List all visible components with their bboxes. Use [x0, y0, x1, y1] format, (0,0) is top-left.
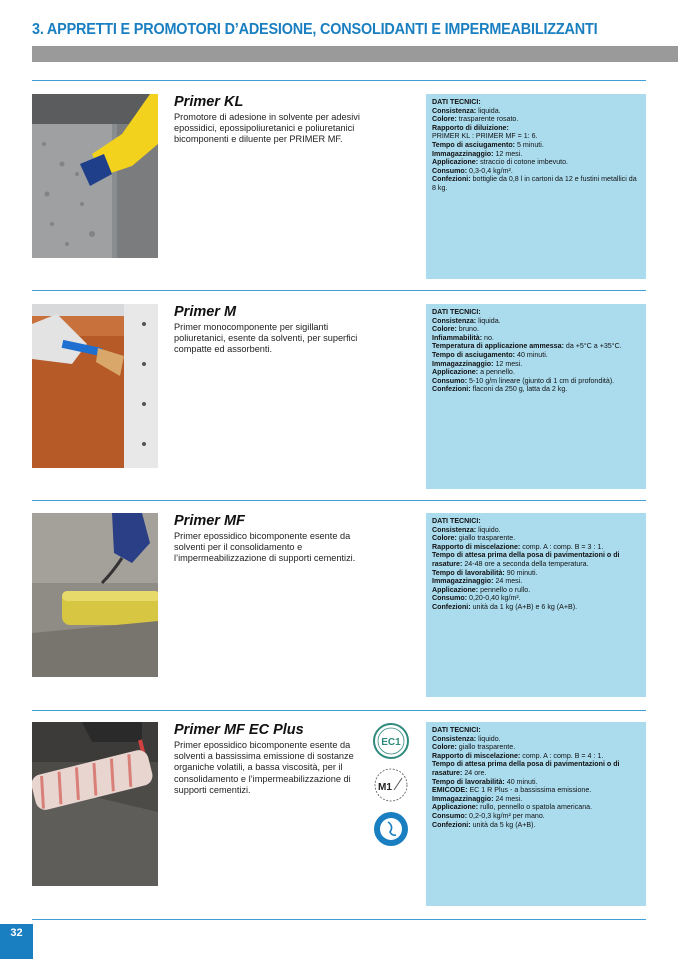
- tech-data-line: [432, 351, 641, 360]
- tech-data-value: a pennello.: [478, 368, 515, 377]
- tech-data-value: pennello o rullo.: [478, 585, 531, 594]
- tech-data-value: da +5°C a +35°C.: [563, 342, 622, 351]
- tech-data-line: [432, 534, 641, 543]
- tech-data-value: trasparente rosato.: [456, 115, 519, 124]
- tech-data-line: [432, 786, 641, 795]
- tech-data-label: Applicazione:: [432, 585, 479, 594]
- tech-data-value: 24-48 ore a seconda della temperatura.: [462, 559, 589, 568]
- product-description: Promotore di adesione in solvente per adesivi epossidici, epossipoliuretanici e poliuretanici bicomponenti e diluente per PRIMER MF.: [174, 112, 360, 145]
- tech-data-line: [432, 760, 641, 777]
- section-divider: [32, 710, 646, 711]
- tech-data-label: Tempo di lavorabilità:: [432, 568, 505, 577]
- product-primer-m: [32, 304, 646, 489]
- emicode-ec1-logo: [372, 722, 410, 765]
- product-description: Primer epossidico bicomponente esente da solventi per il consolidamento e l’impermeabilizzazione di supporti cementizi.: [174, 531, 356, 564]
- tech-data-box: [426, 94, 646, 279]
- tech-data-line: [432, 735, 641, 744]
- tech-data-value: no.: [482, 333, 494, 342]
- tech-data-value: 12 mesi.: [493, 149, 523, 158]
- tech-data-line: [432, 368, 641, 377]
- tech-data-line: [432, 526, 641, 535]
- tech-data-box: [426, 513, 646, 697]
- product-primer-mf: [32, 513, 646, 697]
- tech-data-line: [432, 594, 641, 603]
- tech-data-label: Consistenza:: [432, 734, 477, 743]
- tech-data-value: EC 1 R Plus - a bassissima emissione.: [467, 786, 592, 795]
- tech-data-line: [432, 325, 641, 334]
- product-photo: [32, 513, 158, 677]
- cert-label-m1: M1: [378, 782, 392, 793]
- tech-data-label: Consumo:: [432, 594, 468, 603]
- tech-data-label: Consumo:: [432, 166, 468, 175]
- tech-data-value: 24 mesi.: [493, 794, 523, 803]
- tech-data-line: [432, 385, 641, 394]
- tech-data-value: 0,3-0,4 kg/m².: [467, 166, 513, 175]
- tech-data-label: Confezioni:: [432, 175, 471, 184]
- tech-data-label: Immagazzinaggio:: [432, 577, 494, 586]
- tech-data-line: [432, 543, 641, 552]
- tech-data-label: Colore:: [432, 743, 457, 752]
- tech-data-value: 12 mesi.: [493, 359, 523, 368]
- tech-data-label: Rapporto di miscelazione:: [432, 542, 521, 551]
- tech-data-value: bruno.: [456, 325, 479, 334]
- tech-data-line: [432, 752, 641, 761]
- tech-data-line: [432, 812, 641, 821]
- page-title: 3. APPRETTI E PROMOTORI D’ADESIONE, CONSOLIDANTI E IMPERMEABILIZZANTI: [32, 21, 598, 38]
- tech-data-label: Temperatura di applicazione ammessa:: [432, 342, 564, 351]
- tech-data-value: bottiglie da 0,8 l in cartoni da 12 e fustini metallici da 8 kg.: [432, 175, 637, 192]
- tech-data-value: comp. A : comp. B = 4 : 1.: [520, 751, 604, 760]
- tech-data-value: 0,2-0,3 kg/m² per mano.: [467, 811, 545, 820]
- tech-data-title: DATI TECNICI:: [432, 517, 481, 525]
- product-name: Primer MF EC Plus: [174, 722, 304, 738]
- product-name: Primer KL: [174, 94, 244, 110]
- low-odour-logo: [372, 810, 410, 853]
- tech-data-value: liquido.: [476, 525, 501, 534]
- tech-data-list: [432, 107, 641, 193]
- product-photo: [32, 722, 158, 886]
- tech-data-label: Confezioni:: [432, 820, 471, 829]
- tech-data-line: [432, 107, 641, 116]
- tech-data-line: [432, 377, 641, 386]
- tech-data-value: unità da 5 kg (A+B).: [470, 820, 536, 829]
- tech-data-label: Consistenza:: [432, 525, 477, 534]
- tech-data-box: [426, 722, 646, 906]
- tech-data-label: Confezioni:: [432, 602, 471, 611]
- tech-data-label: Rapporto di miscelazione:: [432, 751, 521, 760]
- tech-data-label: Tempo di asciugamento:: [432, 350, 516, 359]
- tech-data-value: 90 minuti.: [504, 568, 538, 577]
- tech-data-label: Immagazzinaggio:: [432, 359, 494, 368]
- tech-data-label: Immagazzinaggio:: [432, 149, 494, 158]
- tech-data-value: giallo trasparente.: [456, 743, 516, 752]
- tech-data-line: [432, 150, 641, 159]
- product-name: Primer M: [174, 304, 237, 320]
- tech-data-value: 24 mesi.: [493, 577, 523, 586]
- tech-data-label: Rapporto di diluizione:: [432, 123, 509, 132]
- tech-data-value: rullo, pennello o spatola americana.: [478, 803, 593, 812]
- product-photo: [32, 304, 158, 468]
- tech-data-line: [432, 334, 641, 343]
- tech-data-line: [432, 175, 641, 192]
- tech-data-value: 0,20-0,40 kg/m².: [467, 594, 521, 603]
- product-photo: [32, 94, 158, 258]
- tech-data-label: Applicazione:: [432, 368, 479, 377]
- tech-data-title: DATI TECNICI:: [432, 98, 481, 106]
- cert-label-ec1: EC1: [381, 737, 401, 748]
- page-number: 32: [0, 924, 33, 959]
- tech-data-value: liquida.: [476, 106, 501, 115]
- tech-data-value: unità da 1 kg (A+B) e 6 kg (A+B).: [470, 602, 578, 611]
- tech-data-label: Infiammabilità:: [432, 333, 483, 342]
- product-primer-mf-ec-plus: [32, 722, 646, 906]
- tech-data-label: Confezioni:: [432, 385, 471, 394]
- tech-data-value: giallo trasparente.: [456, 534, 516, 543]
- tech-data-line: [432, 803, 641, 812]
- tech-data-line: [432, 795, 641, 804]
- tech-data-label: Applicazione:: [432, 803, 479, 812]
- tech-data-line: [432, 577, 641, 586]
- tech-data-label: Consistenza:: [432, 106, 477, 115]
- tech-data-value: 5-10 g/m lineare (giunto di 1 cm di profondità).: [467, 376, 615, 385]
- tech-data-list: [432, 526, 641, 612]
- section-divider: [32, 919, 646, 920]
- section-divider: [32, 500, 646, 501]
- tech-data-label: EMICODE:: [432, 786, 468, 795]
- tech-data-label: Tempo di attesa prima della posa di pavimentazioni o di rasature:: [432, 551, 620, 568]
- section-divider: [32, 290, 646, 291]
- tech-data-line: [432, 124, 641, 133]
- tech-data-label: Consumo:: [432, 811, 468, 820]
- tech-data-label: Colore:: [432, 325, 457, 334]
- product-description: Primer epossidico bicomponente esente da solventi a bassissima emissione di sostanze organiche volatili, a bassa viscosità, per il consolidamento e l’impermeabilizzazione di supporti cementizi.: [174, 740, 354, 795]
- tech-data-line: [432, 778, 641, 787]
- tech-data-line: [432, 132, 641, 141]
- tech-data-value: 5 minuti.: [515, 140, 544, 149]
- tech-data-line: [432, 141, 641, 150]
- tech-data-line: [432, 158, 641, 167]
- product-name: Primer MF: [174, 513, 245, 529]
- tech-data-line: [432, 603, 641, 612]
- tech-data-title: DATI TECNICI:: [432, 308, 481, 316]
- tech-data-label: Tempo di asciugamento:: [432, 140, 516, 149]
- tech-data-label: Immagazzinaggio:: [432, 794, 494, 803]
- tech-data-line: [432, 317, 641, 326]
- tech-data-value: 24 ore.: [462, 768, 487, 777]
- product-primer-kl: [32, 94, 646, 279]
- tech-data-line: [432, 586, 641, 595]
- tech-data-value: comp. A : comp. B = 3 : 1.: [520, 542, 604, 551]
- tech-data-list: [432, 317, 641, 394]
- tech-data-line: [432, 569, 641, 578]
- tech-data-line: [432, 115, 641, 124]
- tech-data-label: Colore:: [432, 534, 457, 543]
- tech-data-list: [432, 735, 641, 830]
- tech-data-label: Tempo di lavorabilità:: [432, 777, 505, 786]
- tech-data-value: liquido.: [476, 734, 501, 743]
- tech-data-line: [432, 342, 641, 351]
- tech-data-label: Consistenza:: [432, 316, 477, 325]
- tech-data-line: [432, 167, 641, 176]
- tech-data-label: Colore:: [432, 115, 457, 124]
- tech-data-value: liquida.: [476, 316, 501, 325]
- section-divider: [32, 80, 646, 81]
- tech-data-value: flaconi da 250 g, latta da 2 kg.: [470, 385, 568, 394]
- tech-data-label: Tempo di attesa prima della posa di pavimentazioni o di rasature:: [432, 760, 620, 777]
- tech-data-label: Applicazione:: [432, 158, 479, 167]
- product-description: Primer monocomponente per sigillanti poliuretanici, esente da solventi, per superfici compatte ed assorbenti.: [174, 322, 358, 355]
- tech-data-title: DATI TECNICI:: [432, 726, 481, 734]
- tech-data-value: PRIMER KL : PRIMER MF = 1: 6.: [432, 132, 538, 141]
- tech-data-box: [426, 304, 646, 489]
- tech-data-line: [432, 360, 641, 369]
- tech-data-line: [432, 551, 641, 568]
- tech-data-value: 40 minuti.: [504, 777, 538, 786]
- tech-data-line: [432, 821, 641, 830]
- m1-logo: [372, 766, 410, 809]
- tech-data-value: straccio di cotone imbevuto.: [478, 158, 569, 167]
- title-bar: [32, 46, 678, 62]
- tech-data-value: 40 minuti.: [515, 350, 548, 359]
- tech-data-label: Consumo:: [432, 376, 468, 385]
- tech-data-line: [432, 743, 641, 752]
